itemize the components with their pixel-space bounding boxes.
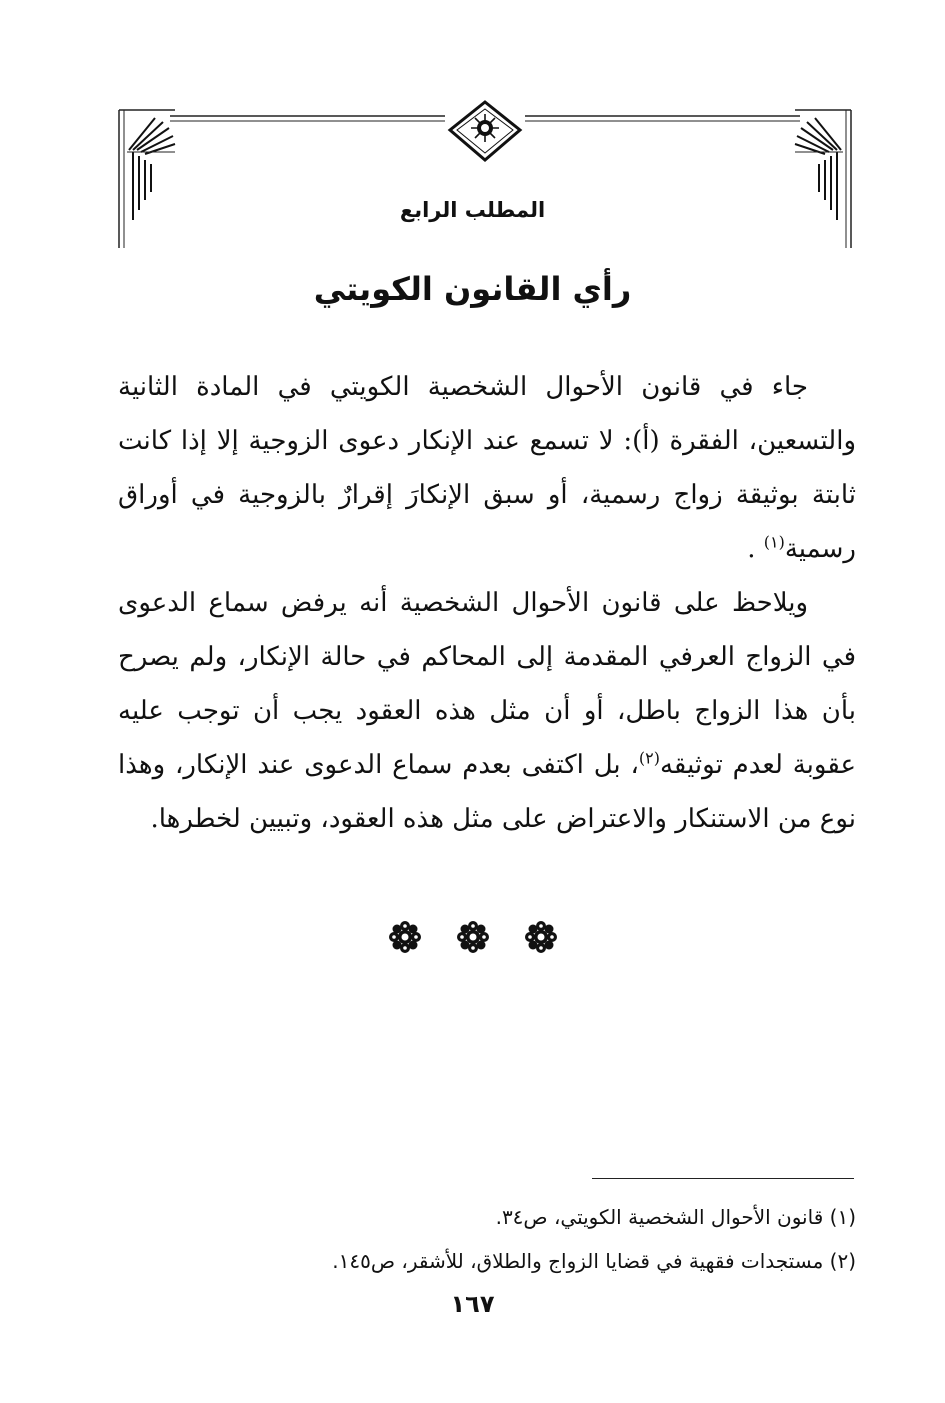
paragraph-text: جاء في قانون الأحوال الشخصية الكويتي في المادة الثانية والتسعين، الفقرة (أ): لا تسمع عند الإنكار دعوى الزوجية إلا إذا كانت ثابتة بوثيقة زواج رسمية، أو سبق الإنكارَ إقرارٌ بالزوجية في أوراق رسمية: [118, 372, 856, 564]
footnote-separator: [592, 1178, 854, 1179]
frame-ornament-icon: [115, 100, 855, 250]
section-label: المطلب الرابع: [399, 198, 546, 222]
paragraph-text-tail: .: [747, 534, 764, 564]
paragraph-text: ويلاحظ على قانون الأحوال الشخصية أنه يرفض سماع الدعوى في الزواج العرفي المقدمة إلى المحاكم في حالة الإنكار، ولم يصرح بأن هذا الزواج باطل، أو أن مثل هذه العقود يجب أن توجب عليه عقوبة لعدم توثيقه: [118, 588, 857, 780]
footnote-item: (٢) مستجدات فقهية في قضايا الزواج والطلاق، للأشقر، ص١٤٥.: [332, 1249, 856, 1273]
section-divider-ornaments: [0, 920, 945, 954]
footnote-item: (١) قانون الأحوال الشخصية الكويتي، ص٣٤.: [495, 1205, 856, 1229]
flower-ornament-icon: [524, 920, 558, 954]
footnote-reference[interactable]: (١): [763, 532, 785, 552]
decorative-header-frame: [115, 100, 855, 250]
footnote-reference[interactable]: (٢): [638, 748, 660, 768]
section-title: رأي القانون الكويتي: [313, 270, 632, 308]
paragraph: [118, 360, 856, 576]
body-text: [118, 360, 856, 846]
flower-ornament-icon: [388, 920, 422, 954]
footnotes: [118, 1195, 856, 1283]
paragraph: [118, 576, 856, 846]
page-number: ١٦٧: [450, 1290, 495, 1318]
paragraph-text-tail: ، بل اكتفى بعدم سماع الدعوى عند الإنكار، وهذا نوع من الاستنكار والاعتراض على مثل هذه العقود، وتبيين لخطرها.: [118, 750, 856, 834]
flower-ornament-icon: [456, 920, 490, 954]
